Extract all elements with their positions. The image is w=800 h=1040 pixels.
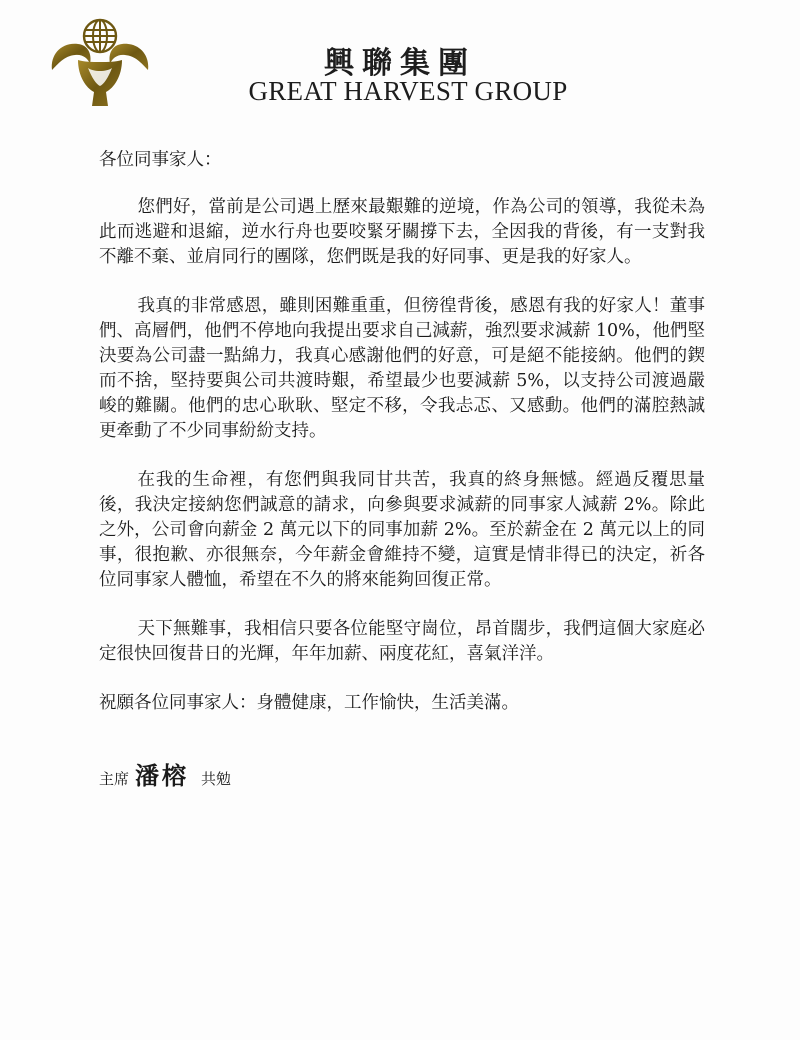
letter-body bbox=[99, 148, 705, 716]
company-name-cn: 興聯集團 bbox=[324, 46, 476, 81]
salutation: 各位同事家人： bbox=[99, 150, 222, 170]
paragraph-3: 在我的生命裡，有您們與我同甘共苦，我真的終身無憾。經過反覆思量後，我決定接納您們誠意的請求，向參與要求減薪的同事家人減薪 2%。除此之外，公司會向薪金 2 萬元以下的同事加薪 2%。至於薪金在 2 萬元以上的同事，很抱歉、亦很無奈，今年薪金會維持不變，這實是情非得已的決定，祈各位同事家人體恤，希望在不久的將來能夠回復正常。 bbox=[99, 470, 705, 590]
closing-wish: 祝願各位同事家人：身體健康，工作愉快，生活美滿。 bbox=[99, 693, 519, 713]
signature-title: 主席 bbox=[99, 770, 130, 788]
paragraph-4: 天下無難事，我相信只要各位能堅守崗位，昂首闊步，我們這個大家庭必定很快回復昔日的光輝，年年加薪、兩度花紅，喜氣洋洋。 bbox=[99, 619, 705, 664]
paragraph-2: 我真的非常感恩，雖則困難重重，但徬徨背後，感恩有我的好家人！董事們、高層們，他們不停地向我提出要求自己減薪，強烈要求減薪 10%，他們堅決要為公司盡一點綿力，我真心感謝他們的好意，可是絕不能接納。他們的鍥而不捨，堅持要與公司共渡時艱，希望最少也要減薪 5%，以支持公司渡過嚴峻的難關。他們的忠心耿耿、堅定不移，令我忐忑、又感動。他們的滿腔熱誠更牽動了不少同事紛紛支持。 bbox=[99, 296, 705, 441]
signature-name: 潘榕 bbox=[135, 761, 190, 790]
globe-wings-logo-icon bbox=[48, 14, 152, 108]
signature-closing: 共勉 bbox=[201, 770, 232, 788]
signature-block bbox=[99, 756, 231, 791]
company-name-en: GREAT HARVEST GROUP bbox=[248, 76, 568, 106]
paragraph-1: 您們好，當前是公司遇上歷來最艱難的逆境，作為公司的領導，我從未為此而逃避和退縮，逆水行舟也要咬緊牙關撐下去，全因我的背後，有一支對我不離不棄、並肩同行的團隊，您們既是我的好同事、更是我的好家人。 bbox=[99, 197, 705, 267]
